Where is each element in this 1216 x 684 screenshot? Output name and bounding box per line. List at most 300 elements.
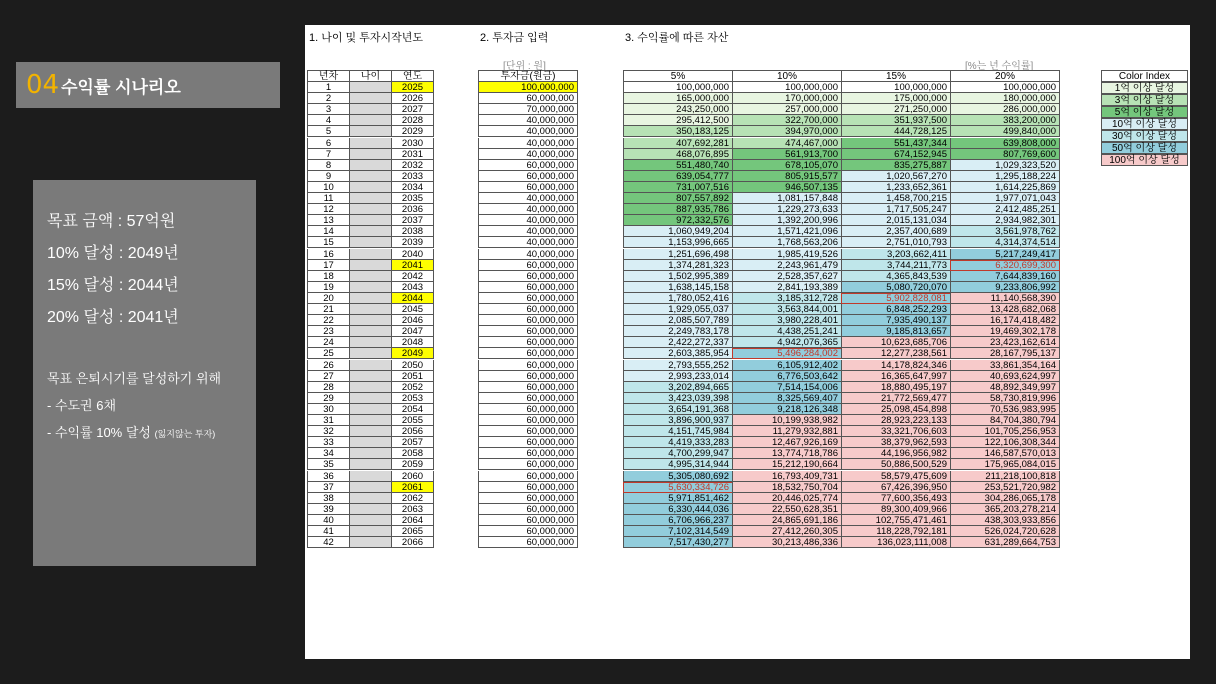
cell-r15: 118,228,792,181	[841, 526, 951, 537]
cell-r10: 3,185,312,728	[732, 293, 842, 304]
cell-invest: 60,000,000	[478, 526, 578, 537]
cell-r5: 1,502,995,389	[623, 271, 733, 282]
cell-r5: 100,000,000	[623, 82, 733, 93]
cell-r15: 1,717,505,247	[841, 204, 951, 215]
cell-r20: 13,428,682,068	[950, 304, 1060, 315]
cell-r5: 807,557,892	[623, 193, 733, 204]
cell-r10: 170,000,000	[732, 93, 842, 104]
cell-invest: 60,000,000	[478, 448, 578, 459]
cell-year: 2036	[391, 204, 434, 215]
cell-r15: 33,321,706,603	[841, 426, 951, 437]
cell-r15: 444,728,125	[841, 126, 951, 137]
cell-r20: 383,200,000	[950, 115, 1060, 126]
cell-year_no: 16	[307, 249, 350, 260]
cell-year_no: 19	[307, 282, 350, 293]
header-year: 연도	[391, 70, 434, 82]
cell-year_no: 27	[307, 371, 350, 382]
cell-r20: 304,286,065,178	[950, 493, 1060, 504]
cell-r15: 89,300,409,966	[841, 504, 951, 515]
cell-invest: 60,000,000	[478, 382, 578, 393]
cell-year_no: 15	[307, 237, 350, 248]
section-title-text: 수익률 시나리오	[61, 77, 181, 97]
cell-age	[349, 149, 392, 160]
cell-r5: 2,793,555,252	[623, 360, 733, 371]
cell-r15: 38,379,962,593	[841, 437, 951, 448]
cell-year: 2048	[391, 337, 434, 348]
cell-r5: 639,054,777	[623, 171, 733, 182]
cell-invest: 60,000,000	[478, 282, 578, 293]
cell-age	[349, 138, 392, 149]
cell-age	[349, 282, 392, 293]
cell-r15: 3,203,662,411	[841, 249, 951, 260]
cell-age	[349, 493, 392, 504]
cell-year_no: 4	[307, 115, 350, 126]
cell-r5: 2,249,783,178	[623, 326, 733, 337]
cell-year_no: 6	[307, 138, 350, 149]
cell-r15: 2,357,400,689	[841, 226, 951, 237]
cell-year: 2026	[391, 93, 434, 104]
cell-r20: 146,587,570,013	[950, 448, 1060, 459]
cell-r20: 2,934,982,301	[950, 215, 1060, 226]
cell-r10: 4,438,251,241	[732, 326, 842, 337]
cell-r10: 6,105,912,402	[732, 360, 842, 371]
section1-label: 1. 나이 및 투자시작년도	[309, 32, 423, 44]
cell-r10: 10,199,938,982	[732, 415, 842, 426]
cell-r10: 22,550,628,351	[732, 504, 842, 515]
cell-invest: 60,000,000	[478, 404, 578, 415]
cell-r15: 4,365,843,539	[841, 271, 951, 282]
cell-r15: 21,772,569,477	[841, 393, 951, 404]
cell-year_no: 13	[307, 215, 350, 226]
cell-r10: 12,467,926,169	[732, 437, 842, 448]
cell-invest: 60,000,000	[478, 260, 578, 271]
cell-r20: 5,217,249,417	[950, 249, 1060, 260]
cell-r5: 350,183,125	[623, 126, 733, 137]
cell-year_no: 32	[307, 426, 350, 437]
cell-year: 2061	[391, 482, 434, 493]
cell-year: 2060	[391, 471, 434, 482]
cell-r20: 3,561,978,762	[950, 226, 1060, 237]
cell-r20: 16,174,418,482	[950, 315, 1060, 326]
cell-r15: 50,886,500,529	[841, 459, 951, 470]
cell-r20: 211,218,100,818	[950, 471, 1060, 482]
cell-r10: 9,218,126,348	[732, 404, 842, 415]
cell-age	[349, 415, 392, 426]
cell-year_no: 29	[307, 393, 350, 404]
note-item: - 수도권 6채	[47, 398, 117, 413]
cell-r15: 351,937,500	[841, 115, 951, 126]
cell-age	[349, 226, 392, 237]
cell-age	[349, 82, 392, 93]
cell-r15: 67,426,396,950	[841, 482, 951, 493]
cell-r15: 58,579,475,609	[841, 471, 951, 482]
cell-year: 2049	[391, 348, 434, 359]
cell-r20: 499,840,000	[950, 126, 1060, 137]
cell-r20: 19,469,302,178	[950, 326, 1060, 337]
cell-r5: 3,423,039,398	[623, 393, 733, 404]
cell-r5: 972,332,576	[623, 215, 733, 226]
cell-age	[349, 293, 392, 304]
cell-r10: 4,942,076,365	[732, 337, 842, 348]
cell-r20: 4,314,374,514	[950, 237, 1060, 248]
cell-r5: 7,102,314,549	[623, 526, 733, 537]
cell-invest: 60,000,000	[478, 515, 578, 526]
cell-r15: 1,020,567,270	[841, 171, 951, 182]
cell-r15: 835,275,887	[841, 160, 951, 171]
cell-r5: 243,250,000	[623, 104, 733, 115]
cell-age	[349, 360, 392, 371]
cell-r5: 7,517,430,277	[623, 537, 733, 548]
cell-year_no: 41	[307, 526, 350, 537]
legend-50eok: 50억 이상 달성	[1101, 142, 1188, 154]
rate-note: [%는 년 수익률]	[965, 61, 1034, 72]
cell-invest: 60,000,000	[478, 348, 578, 359]
cell-r20: 28,167,795,137	[950, 348, 1060, 359]
cell-r10: 322,700,000	[732, 115, 842, 126]
cell-r20: 70,536,983,995	[950, 404, 1060, 415]
cell-year: 2054	[391, 404, 434, 415]
cell-r10: 16,793,409,731	[732, 471, 842, 482]
cell-r5: 2,085,507,789	[623, 315, 733, 326]
cell-invest: 40,000,000	[478, 226, 578, 237]
section-title	[16, 62, 280, 108]
cell-age	[349, 160, 392, 171]
cell-r10: 257,000,000	[732, 104, 842, 115]
unit-label: [단위 : 원]	[503, 61, 546, 72]
cell-age	[349, 393, 392, 404]
section-number: 04	[26, 70, 60, 100]
cell-invest: 40,000,000	[478, 115, 578, 126]
cell-invest: 60,000,000	[478, 337, 578, 348]
cell-r10: 1,081,157,848	[732, 193, 842, 204]
cell-r15: 6,848,252,293	[841, 304, 951, 315]
cell-r5: 3,202,894,665	[623, 382, 733, 393]
note-title: 목표 은퇴시기를 달성하기 위해	[47, 371, 222, 386]
cell-age	[349, 326, 392, 337]
cell-r5: 407,692,281	[623, 138, 733, 149]
cell-r10: 2,243,961,479	[732, 260, 842, 271]
cell-r20: 1,614,225,869	[950, 182, 1060, 193]
cell-invest: 100,000,000	[478, 82, 578, 93]
cell-year: 2053	[391, 393, 434, 404]
cell-year: 2041	[391, 260, 434, 271]
cell-age	[349, 382, 392, 393]
cell-r10: 30,213,486,336	[732, 537, 842, 548]
cell-r15: 44,196,956,982	[841, 448, 951, 459]
cell-age	[349, 104, 392, 115]
cell-r15: 5,902,828,081	[841, 293, 951, 304]
cell-r5: 1,374,281,323	[623, 260, 733, 271]
cell-invest: 60,000,000	[478, 315, 578, 326]
legend-100eok: 100억 이상 달성	[1101, 154, 1188, 166]
cell-year_no: 11	[307, 193, 350, 204]
cell-r15: 551,437,344	[841, 138, 951, 149]
cell-year_no: 35	[307, 459, 350, 470]
cell-year: 2058	[391, 448, 434, 459]
cell-r10: 1,768,563,206	[732, 237, 842, 248]
header-10pct: 10%	[732, 70, 842, 82]
cell-r10: 1,229,273,633	[732, 204, 842, 215]
cell-r20: 2,412,485,251	[950, 204, 1060, 215]
cell-r20: 11,140,568,390	[950, 293, 1060, 304]
cell-r10: 474,467,000	[732, 138, 842, 149]
legend-3eok: 3억 이상 달성	[1101, 94, 1188, 106]
cell-r5: 3,654,191,368	[623, 404, 733, 415]
cell-year_no: 12	[307, 204, 350, 215]
header-invest: 투자금(원금)	[478, 70, 578, 82]
header-year-no: 년차	[307, 70, 350, 82]
cell-year: 2063	[391, 504, 434, 515]
cell-r10: 24,865,691,186	[732, 515, 842, 526]
cell-year: 2056	[391, 426, 434, 437]
cell-age	[349, 426, 392, 437]
cell-year: 2028	[391, 115, 434, 126]
spreadsheet	[305, 25, 1190, 659]
cell-r10: 11,279,932,881	[732, 426, 842, 437]
cell-r5: 4,151,745,984	[623, 426, 733, 437]
cell-invest: 40,000,000	[478, 138, 578, 149]
cell-year_no: 3	[307, 104, 350, 115]
cell-invest: 70,000,000	[478, 104, 578, 115]
cell-year_no: 26	[307, 360, 350, 371]
cell-r20: 101,705,256,953	[950, 426, 1060, 437]
header-15pct: 15%	[841, 70, 951, 82]
cell-age	[349, 437, 392, 448]
cell-year: 2039	[391, 237, 434, 248]
cell-r5: 4,700,299,947	[623, 448, 733, 459]
goal-amount: 목표 금액 : 57억원	[47, 213, 176, 230]
cell-year: 2066	[391, 537, 434, 548]
legend-1eok: 1억 이상 달성	[1101, 82, 1188, 94]
cell-invest: 60,000,000	[478, 271, 578, 282]
cell-r10: 1,985,419,526	[732, 249, 842, 260]
cell-r15: 2,751,010,793	[841, 237, 951, 248]
cell-year: 2044	[391, 293, 434, 304]
cell-r10: 3,563,844,001	[732, 304, 842, 315]
cell-r5: 887,935,786	[623, 204, 733, 215]
cell-year_no: 40	[307, 515, 350, 526]
cell-year_no: 37	[307, 482, 350, 493]
header-5pct: 5%	[623, 70, 733, 82]
cell-year: 2059	[391, 459, 434, 470]
cell-age	[349, 482, 392, 493]
cell-r5: 468,076,895	[623, 149, 733, 160]
goal-10pct: 10% 달성 : 2049년	[47, 245, 179, 262]
cell-year: 2034	[391, 182, 434, 193]
cell-r10: 18,532,750,704	[732, 482, 842, 493]
cell-r5: 5,971,851,462	[623, 493, 733, 504]
cell-r15: 77,600,356,493	[841, 493, 951, 504]
cell-invest: 60,000,000	[478, 493, 578, 504]
cell-r15: 18,880,495,197	[841, 382, 951, 393]
cell-year_no: 14	[307, 226, 350, 237]
cell-year: 2032	[391, 160, 434, 171]
cell-year: 2030	[391, 138, 434, 149]
cell-year: 2027	[391, 104, 434, 115]
cell-year: 2055	[391, 415, 434, 426]
cell-r20: 9,233,806,992	[950, 282, 1060, 293]
cell-invest: 60,000,000	[478, 537, 578, 548]
cell-r20: 631,289,664,753	[950, 537, 1060, 548]
cell-age	[349, 237, 392, 248]
cell-year_no: 24	[307, 337, 350, 348]
cell-r5: 6,706,966,237	[623, 515, 733, 526]
cell-r15: 175,000,000	[841, 93, 951, 104]
cell-year_no: 30	[307, 404, 350, 415]
cell-r20: 1,295,188,224	[950, 171, 1060, 182]
cell-invest: 60,000,000	[478, 415, 578, 426]
cell-r15: 14,178,824,346	[841, 360, 951, 371]
cell-r5: 6,330,444,036	[623, 504, 733, 515]
cell-r20: 122,106,308,344	[950, 437, 1060, 448]
cell-invest: 60,000,000	[478, 471, 578, 482]
summary-panel	[33, 180, 256, 566]
cell-year: 2050	[391, 360, 434, 371]
cell-year: 2046	[391, 315, 434, 326]
cell-age	[349, 459, 392, 470]
cell-r10: 561,913,700	[732, 149, 842, 160]
cell-r10: 946,507,135	[732, 182, 842, 193]
cell-year_no: 20	[307, 293, 350, 304]
cell-year_no: 42	[307, 537, 350, 548]
cell-age	[349, 182, 392, 193]
cell-year_no: 1	[307, 82, 350, 93]
cell-year: 2047	[391, 326, 434, 337]
cell-r15: 25,098,454,898	[841, 404, 951, 415]
cell-r15: 674,152,945	[841, 149, 951, 160]
cell-r5: 165,000,000	[623, 93, 733, 104]
cell-invest: 40,000,000	[478, 204, 578, 215]
cell-r10: 20,446,025,774	[732, 493, 842, 504]
cell-age	[349, 249, 392, 260]
cell-age	[349, 204, 392, 215]
cell-age	[349, 215, 392, 226]
cell-r20: 48,892,349,997	[950, 382, 1060, 393]
cell-r5: 1,060,949,204	[623, 226, 733, 237]
cell-invest: 60,000,000	[478, 393, 578, 404]
cell-year: 2052	[391, 382, 434, 393]
cell-year: 2025	[391, 82, 434, 93]
cell-invest: 60,000,000	[478, 371, 578, 382]
legend-title: Color Index	[1101, 70, 1188, 82]
cell-r20: 7,644,839,160	[950, 271, 1060, 282]
legend-10eok: 10억 이상 달성	[1101, 118, 1188, 130]
cell-year_no: 5	[307, 126, 350, 137]
cell-year: 2038	[391, 226, 434, 237]
cell-age	[349, 504, 392, 515]
cell-r20: 23,423,162,614	[950, 337, 1060, 348]
cell-r15: 7,935,490,137	[841, 315, 951, 326]
cell-invest: 40,000,000	[478, 126, 578, 137]
cell-invest: 60,000,000	[478, 160, 578, 171]
cell-year_no: 39	[307, 504, 350, 515]
cell-r5: 2,603,385,954	[623, 348, 733, 359]
cell-age	[349, 193, 392, 204]
cell-r10: 6,776,503,642	[732, 371, 842, 382]
cell-invest: 60,000,000	[478, 304, 578, 315]
cell-year_no: 8	[307, 160, 350, 171]
cell-r15: 5,080,720,070	[841, 282, 951, 293]
cell-r20: 40,693,624,997	[950, 371, 1060, 382]
cell-year_no: 33	[307, 437, 350, 448]
legend-30eok: 30억 이상 달성	[1101, 130, 1188, 142]
cell-invest: 60,000,000	[478, 171, 578, 182]
cell-r10: 8,325,569,407	[732, 393, 842, 404]
cell-r10: 2,528,357,627	[732, 271, 842, 282]
cell-r20: 526,024,720,628	[950, 526, 1060, 537]
cell-invest: 60,000,000	[478, 459, 578, 470]
cell-r15: 28,923,223,133	[841, 415, 951, 426]
cell-age	[349, 348, 392, 359]
cell-age	[349, 93, 392, 104]
cell-age	[349, 515, 392, 526]
cell-r15: 102,755,471,461	[841, 515, 951, 526]
cell-age	[349, 448, 392, 459]
cell-invest: 60,000,000	[478, 504, 578, 515]
cell-invest: 60,000,000	[478, 93, 578, 104]
cell-year_no: 10	[307, 182, 350, 193]
cell-r20: 438,303,933,856	[950, 515, 1060, 526]
cell-r10: 394,970,000	[732, 126, 842, 137]
cell-year_no: 23	[307, 326, 350, 337]
cell-r20: 1,977,071,043	[950, 193, 1060, 204]
cell-age	[349, 171, 392, 182]
note-small: (잃지않는 투자)	[154, 429, 216, 439]
cell-age	[349, 315, 392, 326]
cell-r20: 639,808,000	[950, 138, 1060, 149]
cell-invest: 60,000,000	[478, 326, 578, 337]
cell-r15: 1,458,700,215	[841, 193, 951, 204]
cell-invest: 60,000,000	[478, 293, 578, 304]
cell-r5: 1,251,696,498	[623, 249, 733, 260]
cell-year_no: 31	[307, 415, 350, 426]
cell-year_no: 9	[307, 171, 350, 182]
goal-15pct: 15% 달성 : 2044년	[47, 277, 179, 294]
cell-age	[349, 526, 392, 537]
section3-label: 3. 수익률에 따른 자산	[625, 32, 729, 44]
cell-year: 2037	[391, 215, 434, 226]
cell-year: 2064	[391, 515, 434, 526]
cell-invest: 60,000,000	[478, 437, 578, 448]
cell-r20: 807,769,600	[950, 149, 1060, 160]
cell-r15: 10,623,685,706	[841, 337, 951, 348]
cell-year: 2040	[391, 249, 434, 260]
cell-year_no: 25	[307, 348, 350, 359]
cell-r20: 1,029,323,520	[950, 160, 1060, 171]
cell-r5: 1,153,996,665	[623, 237, 733, 248]
cell-invest: 60,000,000	[478, 482, 578, 493]
cell-r10: 27,412,260,305	[732, 526, 842, 537]
cell-r10: 678,105,070	[732, 160, 842, 171]
note-item-text: - 수익률 10% 달성	[47, 425, 151, 440]
cell-age	[349, 404, 392, 415]
cell-r5: 1,780,052,416	[623, 293, 733, 304]
cell-age	[349, 471, 392, 482]
cell-year: 2057	[391, 437, 434, 448]
cell-year: 2051	[391, 371, 434, 382]
cell-r20: 253,521,720,982	[950, 482, 1060, 493]
cell-r5: 2,993,233,014	[623, 371, 733, 382]
cell-invest: 60,000,000	[478, 182, 578, 193]
cell-year_no: 17	[307, 260, 350, 271]
cell-year_no: 21	[307, 304, 350, 315]
cell-invest: 40,000,000	[478, 149, 578, 160]
cell-r20: 365,203,278,214	[950, 504, 1060, 515]
cell-invest: 60,000,000	[478, 360, 578, 371]
cell-r10: 3,980,228,401	[732, 315, 842, 326]
cell-r20: 58,730,819,996	[950, 393, 1060, 404]
cell-r10: 1,571,421,096	[732, 226, 842, 237]
